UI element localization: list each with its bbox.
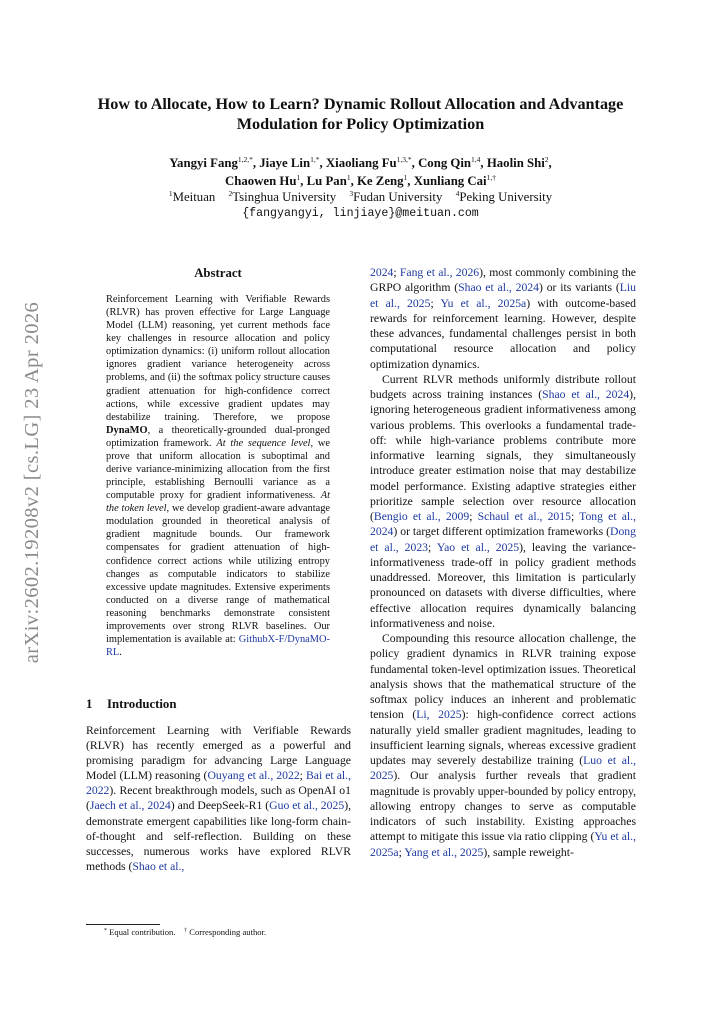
affiliation: $^2$Tsinghua University (228, 189, 337, 204)
right-column (370, 265, 636, 860)
author-list: Yangyi Fang$^{1,2,*}$, Jiaye Lin$^{1,*}$, Xiaoliang $Fu^{1,3,*}$, Cong Qin$^{1,4}$, Haolin Shi$^2$, Chaowen Hu$^1$, Lu Pan$^1$, Ke Zeng$^1$, Xunliang Cai$^{1,\dagger}$ (169, 155, 552, 188)
footnote-divider (86, 924, 160, 925)
citation-link[interactable]: Jaech et al., 2024 (89, 799, 171, 813)
citation-link[interactable]: Shao et al., 2024 (458, 281, 539, 295)
affiliation-list (90, 189, 631, 206)
citation-link[interactable]: Shao et al., 2024 (542, 388, 630, 401)
author: Lu Pan$^1$ (306, 172, 351, 188)
author: Xiaoliang $Fu^{1,3,*}$ (325, 155, 412, 170)
body-paragraph: 2024; Fang et al., 2026), most commonly combining the GRPO algorithm (Shao et al., 2024) or its variants (Liu et al., 2025; Yu et al., 2025a) with outcome-based rewards for reinforcement learning. However, despite these advances, fundamental challenges persist in both computational resource allocation and policy optimization dynamics. (370, 266, 637, 371)
citation-link[interactable]: Dong et al., 2023 (370, 525, 636, 554)
arxiv-stamp-text: arXiv:2602.19208v2 [cs.LG] 23 Apr 2026 (21, 301, 44, 664)
citation-link[interactable]: Schaul et al., 2015 (477, 510, 571, 523)
citation-link[interactable]: Bengio et al., 2009 (373, 510, 470, 523)
code-link[interactable]: GithubX-F/DynaMO-RL (106, 634, 330, 659)
author-emails: {fangyangyi, linjiaye}@meituan.com (242, 207, 479, 220)
citation-link[interactable]: Yao et al., 2025 (436, 540, 520, 554)
author: Ke Zeng$^1$ (356, 172, 408, 188)
author: Cong Qin$^{1,4}$ (418, 155, 481, 170)
citation-link[interactable]: Ouyang et al., 2022 (207, 769, 300, 783)
author: Jiaye Lin$^{1,*}$ (259, 155, 320, 170)
citation-link[interactable]: Guo et al., 2025 (269, 799, 345, 813)
abstract-body: Reinforcement Learning with Verifiable Rewards (RLVR) has proven effective for Large Language Model (LLM) reasoning, yet current methods face key challenges in resource allocation and policy optimization dynamics: (i) uniform rollout allocation ignores gradient variance heterogeneity across problems, and (ii) the softmax policy structure causes gradient attenuation for high-confidence correct actions, while excessive gradient updates may destabilize training. Therefore, we propose DynaMO, a theoretically-grounded dual-pronged optimization framework. At the sequence level, we prove that uniform allocation is suboptimal and derive variance-minimizing allocation from the first principle, establishing Bernoulli variance as a computable proxy for gradient informativeness. At the token level, we develop gradient-aware advantage modulation grounded in theoretical analysis of gradient magnitude bounds. Our framework compensates for gradient attenuation of high-confidence correct actions while utilizing entropy changes as computable indicators to stabilize excessive update magnitudes. Extensive experiments conducted on a diverse range of mathematical reasoning benchmarks demonstrate consistent improvements over strong RLVR baselines. Our implementation is available at: GithubX-F/DynaMO-RL. (106, 294, 330, 659)
introduction-paragraph: Reinforcement Learning with Verifiable Rewards (RLVR) has recently emerged as a powerful and promising paradigm for advancing Large Language Model (LLM) reasoning (Ouyang et al., 2022; Bai et al., 2022). Recent breakthrough models, such as OpenAI o1 (Jaech et al., 2024) and DeepSeek-R1 (Guo et al., 2025), demonstrate emergent capabilities like long-form chain-of-thought and self-reflection. Building on these successes, numerous works have explored RLVR methods (Shao et al., (86, 724, 352, 873)
affiliation: $^1$Meituan (168, 189, 216, 204)
arxiv-stamp (16, 290, 50, 675)
section-heading-introduction: 1 Introduction (86, 697, 177, 711)
method-name: DynaMO (106, 424, 148, 436)
citation-link[interactable]: Yu et al., 2025a (370, 830, 637, 859)
citation-link[interactable]: Luo et al., 2025 (370, 754, 636, 783)
citation-link[interactable]: Yang et al., 2025 (404, 845, 484, 859)
author: Xunliang Cai$^{1,\dagger}$ (413, 172, 496, 188)
citation-link[interactable]: Bai et al., 2022 (86, 769, 351, 798)
citation-link[interactable]: Li, 2025 (416, 708, 462, 722)
citation-link[interactable]: Yu et al., 2025a (440, 296, 527, 310)
body-paragraph: Current RLVR methods uniformly distribute rollout budgets across training instances (Shao et al., 2024), ignoring heterogeneous gradient informativeness among various problems. This overlooks a fundamental trade-off: while high-variance problems contribute more informative learning signals, they simultaneously introduce greater estimation noise that may destabilize model performance. Existing adaptive strategies either prioritize sample selection over resource allocation (Bengio et al., 2009; Schaul et al., 2015; Tong et al., 2024) or target different optimization frameworks (Dong et al., 2023; Yao et al., 2025), leaving the variance-informativeness trade-off in policy gradient methods unaddressed. Moreover, this limitation is particularly pronounced on datasets with diverse difficulties, where effective allocation requires dynamically balancing informativeness and noise. (370, 372, 636, 630)
affiliation: $^4$Peking University (455, 189, 553, 204)
author: Chaowen Hu$^1$ (225, 172, 301, 188)
abstract-heading: Abstract (194, 266, 242, 280)
body-paragraph: Compounding this resource allocation challenge, the policy gradient dynamics in RLVR training expose fundamental token-level optimization issues. Theoretical analysis shows that the mathematical structure of the softmax policy induces an inherent and problematic tension (Li, 2025): high-confidence correct actions naturally yield smaller gradient magnitudes, leading to insufficient learning signals, whereas excessive gradient updates may severely destabilize training (Luo et al., 2025). Our analysis further reveals that gradient magnitude is provably upper-bounded by policy entropy, allowing entropy changes to serve as computable indicators of such instability. Existing approaches attempt to mitigate this issue via ratio clipping (Yu et al., 2025a; Yang et al., 2025), sample reweight- (370, 632, 637, 859)
citation-link[interactable]: Shao et al., (132, 859, 185, 873)
citation-link[interactable]: Fang et al., 2026 (399, 266, 480, 279)
citation-link[interactable]: Liu et al., 2025 (370, 281, 637, 310)
author: Haolin Shi$^2$ (486, 155, 549, 170)
footnote: * Equal contribution. † Corresponding author. (104, 927, 267, 937)
citation-link[interactable]: Tong et al., 2024 (370, 510, 636, 539)
affiliation: $^3$Fudan University (349, 189, 443, 204)
paper-title: How to Allocate, How to Learn? Dynamic Rollout Allocation and Advantage Modulation for Policy Optimization (97, 95, 624, 133)
citation-link[interactable]: 2024 (370, 266, 394, 279)
author: Yangyi Fang$^{1,2,*}$ (169, 155, 253, 170)
